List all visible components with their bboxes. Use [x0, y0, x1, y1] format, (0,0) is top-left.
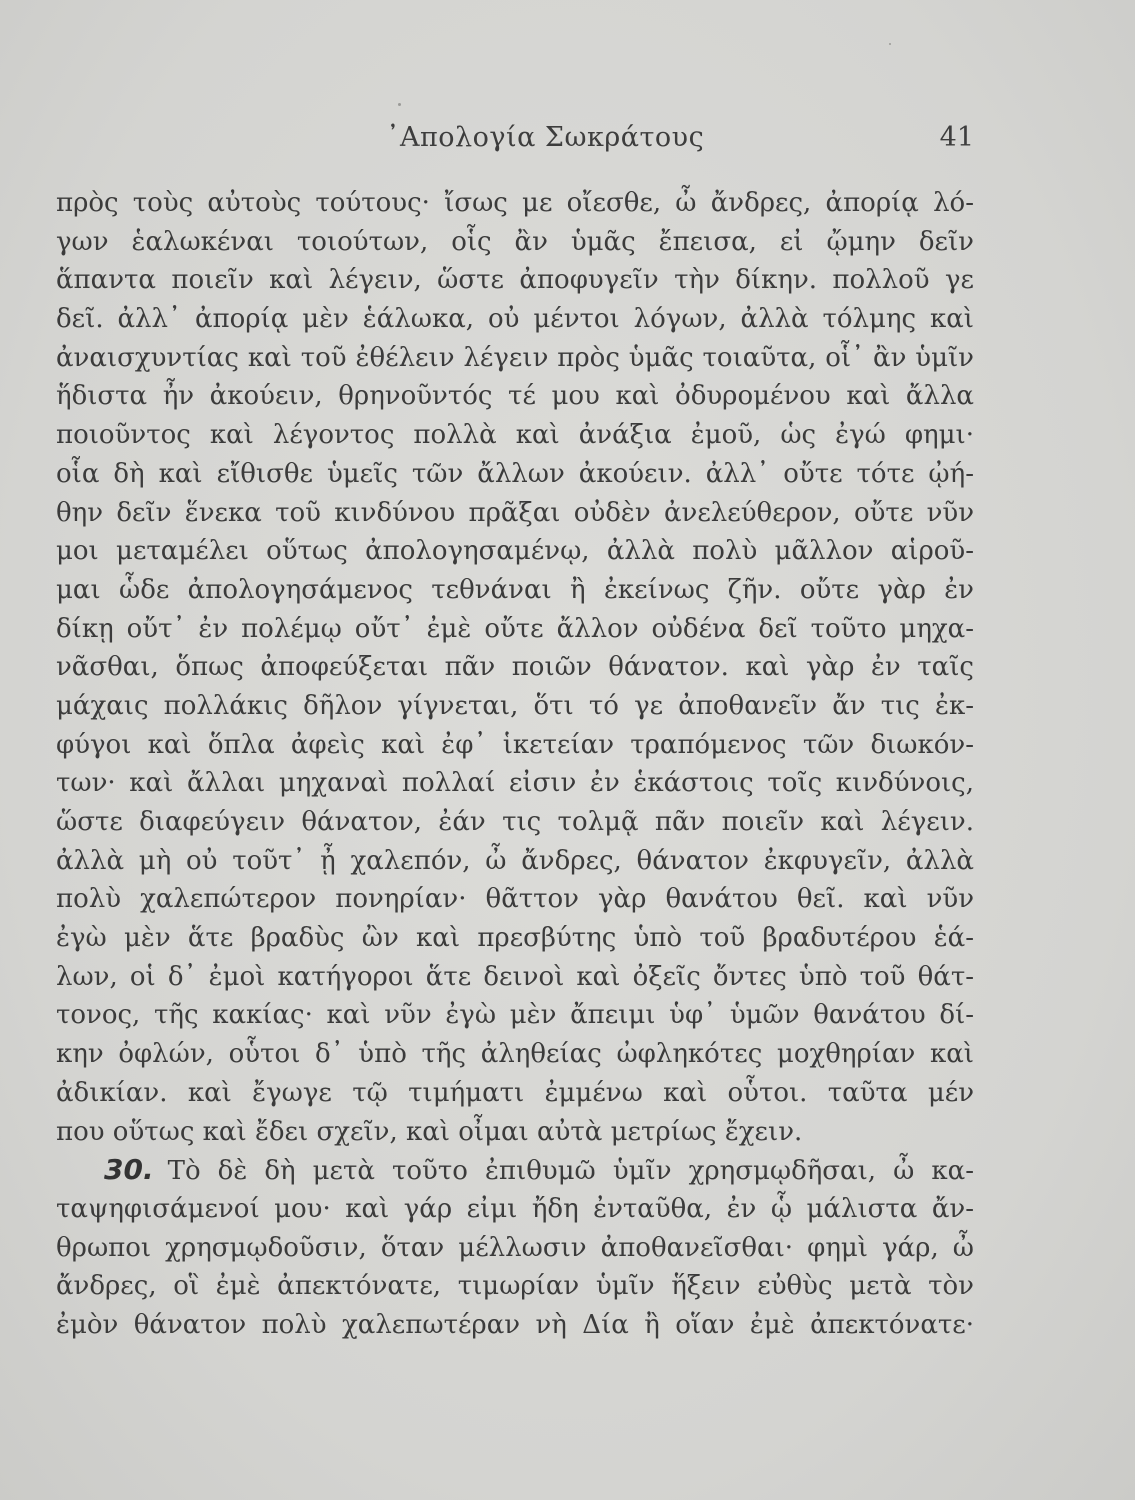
- text-line: μάχαις πολλάκις δῆλον γίγνεται, ὅτι τό γε ἀποθανεῖν ἄν τις ἐκ-: [56, 690, 974, 721]
- text-line: ἀλλὰ μὴ οὐ τοῦτ᾽ ᾖ χαλεπόν, ὦ ἄνδρες, θάνατον ἐκφυγεῖν, ἀλλὰ: [56, 845, 974, 876]
- page-header: [56, 122, 974, 162]
- text-line: που οὕτως καὶ ἔδει σχεῖν, καὶ οἶμαι αὐτὰ μετρίως ἔχειν.: [56, 1116, 803, 1147]
- text-line: οἷα δὴ καὶ εἴθισθε ὑμεῖς τῶν ἄλλων ἀκούειν. ἀλλ᾽ οὔτε τότε ᾠή-: [56, 458, 974, 489]
- text-line: λων, οἱ δ᾽ ἐμοὶ κατήγοροι ἅτε δεινοὶ καὶ ὀξεῖς ὄντες ὑπὸ τοῦ θάτ-: [56, 961, 974, 992]
- text-line: ποιοῦντος καὶ λέγοντος πολλὰ καὶ ἀνάξια ἐμοῦ, ὡς ἐγώ φημι·: [56, 420, 974, 451]
- body-text: [56, 184, 974, 1345]
- text-line: πολὺ χαλεπώτερον πονηρίαν· θᾶττον γὰρ θανάτου θεῖ. καὶ νῦν: [56, 884, 974, 915]
- text-line: ἐγὼ μὲν ἅτε βραδὺς ὢν καὶ πρεσβύτης ὑπὸ τοῦ βραδυτέρου ἑά-: [56, 923, 974, 954]
- text-line: ἀδικίαν. καὶ ἔγωγε τῷ τιμήματι ἐμμένω καὶ οὗτοι. ταῦτα μέν: [56, 1077, 974, 1108]
- text-line: ὥστε διαφεύγειν θάνατον, ἐάν τις τολμᾷ πᾶν ποιεῖν καὶ λέγειν.: [56, 807, 974, 837]
- section-line: ἐμὸν θάνατον πολὺ χαλεπωτέραν νὴ Δία ἢ οἵαν ἐμὲ ἀπεκτόνατε·: [56, 1309, 974, 1340]
- text-line: τονος, τῆς κακίας· καὶ νῦν ἐγὼ μὲν ἄπειμι ὑφ᾽ ὑμῶν θανάτου δί-: [56, 1000, 974, 1031]
- text-line: πρὸς τοὺς αὐτοὺς τούτους· ἴσως με οἴεσθε, ὦ ἄνδρες, ἀπορίᾳ λό-: [56, 188, 974, 218]
- running-title: ᾿Απολογία Σωκράτους: [386, 122, 705, 153]
- section-line-text: Τὸ δὲ δὴ μετὰ τοῦτο ἐπιθυμῶ ὑμῖν χρησμῳδῆσαι, ὦ κα-: [167, 1156, 974, 1187]
- text-line: ἥδιστα ἦν ἀκούειν, θρηνοῦντός τέ μου καὶ ὀδυρομένου καὶ ἄλλα: [56, 381, 974, 412]
- text-line: των· καὶ ἄλλαι μηχαναὶ πολλαί εἰσιν ἐν ἑκάστοις τοῖς κινδύνοις,: [56, 768, 974, 799]
- text-line: ἀναισχυντίας καὶ τοῦ ἐθέλειν λέγειν πρὸς ὑμᾶς τοιαῦτα, οἷ᾽ ἂν ὑμῖν: [56, 342, 974, 373]
- text-line: νᾶσθαι, ὅπως ἀποφεύξεται πᾶν ποιῶν θάνατον. καὶ γὰρ ἐν ταῖς: [56, 652, 974, 683]
- text-line: θην δεῖν ἕνεκα τοῦ κινδύνου πρᾶξαι οὐδὲν ἀνελεύθερον, οὔτε νῦν: [56, 497, 974, 528]
- section-line: θρωποι χρησμῳδοῦσιν, ὅταν μέλλωσιν ἀποθανεῖσθαι· φημὶ γάρ, ὦ: [56, 1232, 974, 1263]
- section-line: ἄνδρες, οἳ ἐμὲ ἀπεκτόνατε, τιμωρίαν ὑμῖν ἥξειν εὐθὺς μετὰ τὸν: [56, 1271, 974, 1302]
- section-line: ταψηφισάμενοί μου· καὶ γάρ εἰμι ἤδη ἐνταῦθα, ἐν ᾧ μάλιστα ἄν-: [56, 1193, 974, 1224]
- text-line: φύγοι καὶ ὅπλα ἀφεὶς καὶ ἐφ᾽ ἱκετείαν τραπόμενος τῶν διωκόν-: [56, 729, 974, 760]
- text-line: μοι μεταμέλει οὕτως ἀπολογησαμένῳ, ἀλλὰ πολὺ μᾶλλον αἱροῦ-: [56, 536, 974, 567]
- text-line: ἅπαντα ποιεῖν καὶ λέγειν, ὥστε ἀποφυγεῖν τὴν δίκην. πολλοῦ γε: [56, 265, 974, 296]
- page-number: 41: [939, 122, 974, 153]
- text-line: κην ὀφλών, οὗτοι δ᾽ ὑπὸ τῆς ἀληθείας ὠφληκότες μοχθηρίαν καὶ: [56, 1039, 974, 1070]
- paper-speck: [398, 103, 401, 106]
- text-line: δεῖ. ἀλλ᾽ ἀπορίᾳ μὲν ἑάλωκα, οὐ μέντοι λόγων, ἀλλὰ τόλμης καὶ: [56, 304, 974, 335]
- text-line: γων ἑαλωκέναι τοιούτων, οἷς ἂν ὑμᾶς ἔπεισα, εἰ ᾤμην δεῖν: [56, 226, 974, 257]
- paper-speck: [889, 43, 891, 45]
- section-first-line: [56, 1151, 974, 1190]
- text-line: δίκῃ οὔτ᾽ ἐν πολέμῳ οὔτ᾽ ἐμὲ οὔτε ἄλλον οὐδένα δεῖ τοῦτο μηχα-: [56, 613, 974, 644]
- section-number: 30.: [104, 1153, 154, 1187]
- text-line: μαι ὧδε ἀπολογησάμενος τεθνάναι ἢ ἐκείνως ζῆν. οὔτε γὰρ ἐν: [56, 574, 974, 605]
